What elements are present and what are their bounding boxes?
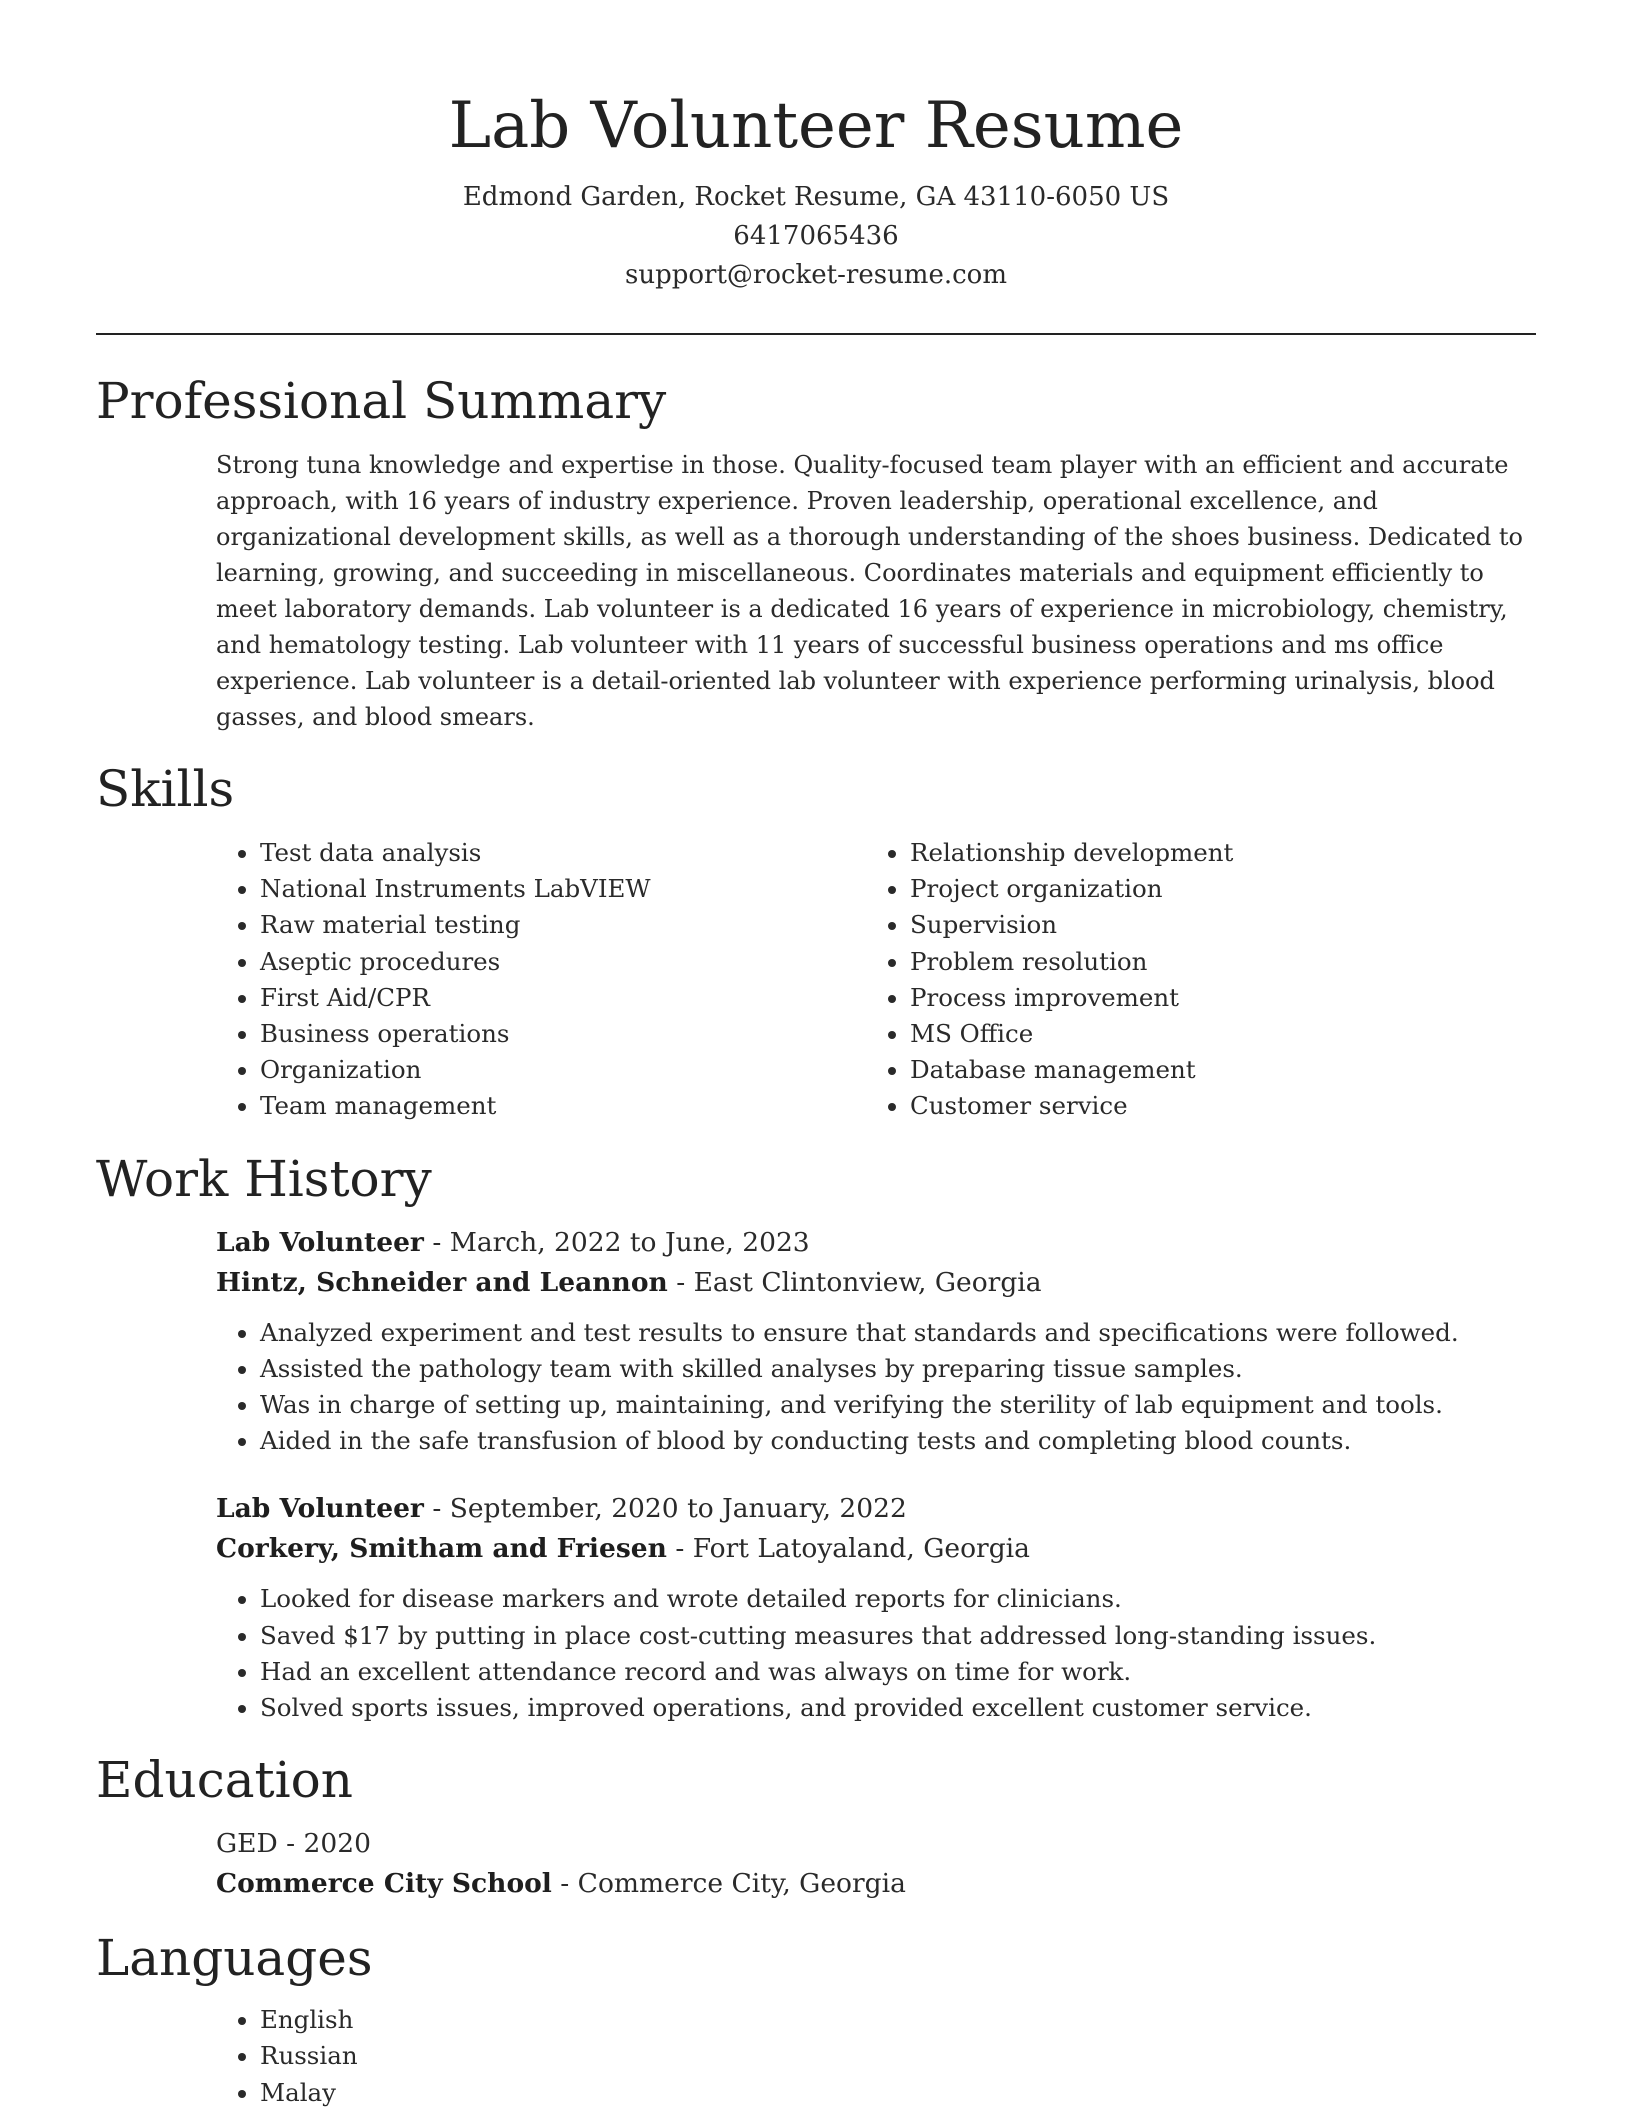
- job-bullet: • Analyzed experiment and test results to ensure that standards and specifications were followed.: [260, 1315, 1536, 1351]
- skill-item: • Organization: [260, 1052, 866, 1088]
- education-heading: Education: [96, 1751, 353, 1810]
- employer-location: - East Clintonview, Georgia: [667, 1266, 1042, 1298]
- education-school: Commerce City School: [216, 1868, 552, 1900]
- job-bullet: • Was in charge of setting up, maintaining, and verifying the sterility of lab equipment and tools.: [260, 1387, 1536, 1423]
- skill-item: • National Instruments LabVIEW: [260, 871, 866, 907]
- contact-address: Edmond Garden, Rocket Resume, GA 43110-6050 US: [462, 182, 1170, 212]
- summary-section: [96, 369, 1536, 735]
- job-title: Lab Volunteer: [216, 1493, 424, 1525]
- skill-item: • Process improvement: [910, 980, 1516, 1016]
- skill-item: • Problem resolution: [910, 944, 1516, 980]
- education-entry: [216, 1824, 1536, 1904]
- work-heading: Work History: [96, 1149, 432, 1208]
- job-bullet: • Looked for disease markers and wrote detailed reports for clinicians.: [260, 1581, 1536, 1617]
- language-item: • Russian: [260, 2038, 1536, 2074]
- education-section: [96, 1748, 1536, 1904]
- job-bullets: [216, 1581, 1536, 1726]
- skills-heading: Skills: [96, 760, 235, 818]
- education-location: - Commerce City, Georgia: [551, 1868, 906, 1900]
- skill-item: • First Aid/CPR: [260, 980, 866, 1016]
- contact-email: support@rocket-resume.com: [624, 260, 1007, 290]
- resume-page: [96, 0, 1536, 2111]
- education-school-line: [216, 1864, 1536, 1904]
- contact-block: [96, 178, 1536, 295]
- resume-header: [96, 0, 1536, 295]
- skills-column-right: [866, 835, 1516, 1125]
- education-degree: GED - 2020: [216, 1828, 372, 1860]
- skill-item: • Relationship development: [910, 835, 1516, 871]
- summary-text: Strong tuna knowledge and expertise in those. Quality-focused team player with an efficient and accurate approach, with 16 years of industry experience. Proven leadership, operational excellence, and organizational development skills, as well as a thorough understanding of the shoes business. Dedicated to learning, growing, and succeeding in miscellaneous. Coordinates materials and equipment efficiently to meet laboratory demands. Lab volunteer is a dedicated 16 years of experience in microbiology, chemistry, and hematology testing. Lab volunteer with 11 years of successful business operations and ms office experience. Lab volunteer is a detail-oriented lab volunteer with experience performing urinalysis, blood gasses, and blood smears.: [216, 451, 1524, 731]
- skill-item: • Supervision: [910, 907, 1516, 943]
- job-title: Lab Volunteer: [216, 1226, 424, 1258]
- skills-grid: [216, 835, 1536, 1125]
- job-title-line: [216, 1489, 1536, 1529]
- header-divider: [96, 333, 1536, 335]
- contact-phone: 6417065436: [733, 221, 899, 251]
- resume-title: Lab Volunteer Resume: [448, 89, 1184, 163]
- job-dates: - March, 2022 to June, 2023: [423, 1226, 810, 1258]
- job-dates: - September, 2020 to January, 2022: [423, 1493, 907, 1525]
- language-item: • Malay: [260, 2075, 1536, 2111]
- employer-location: - Fort Latoyaland, Georgia: [666, 1533, 1030, 1565]
- languages-section: [96, 1926, 1536, 2111]
- languages-heading: Languages: [96, 1929, 373, 1988]
- skill-item: • MS Office: [910, 1016, 1516, 1052]
- skill-item: • Team management: [260, 1088, 866, 1124]
- job-bullet: • Aided in the safe transfusion of blood by conducting tests and completing blood counts.: [260, 1423, 1536, 1459]
- employer-line: [216, 1263, 1536, 1303]
- job-bullet: • Saved $17 by putting in place cost-cutting measures that addressed long-standing issues.: [260, 1618, 1536, 1654]
- skill-item: • Aseptic procedures: [260, 944, 866, 980]
- skill-item: • Customer service: [910, 1088, 1516, 1124]
- job-bullet: • Assisted the pathology team with skilled analyses by preparing tissue samples.: [260, 1351, 1536, 1387]
- job-title-line: [216, 1223, 1536, 1263]
- languages-list: [216, 2002, 1536, 2111]
- skill-item: • Project organization: [910, 871, 1516, 907]
- employer-line: [216, 1529, 1536, 1569]
- work-section: [96, 1147, 1536, 1727]
- employer-name: Hintz, Schneider and Leannon: [216, 1266, 668, 1298]
- job-entry: [216, 1223, 1536, 1460]
- job-bullet: • Solved sports issues, improved operations, and provided excellent customer service.: [260, 1690, 1536, 1726]
- job-entry: [216, 1489, 1536, 1726]
- job-bullets: [216, 1315, 1536, 1460]
- skill-item: • Raw material testing: [260, 907, 866, 943]
- skill-item: • Test data analysis: [260, 835, 866, 871]
- skill-item: • Database management: [910, 1052, 1516, 1088]
- language-item: • English: [260, 2002, 1536, 2038]
- skill-item: • Business operations: [260, 1016, 866, 1052]
- skills-column-left: [216, 835, 866, 1125]
- skills-section: [96, 757, 1536, 1125]
- employer-name: Corkery, Smitham and Friesen: [216, 1533, 667, 1565]
- job-bullet: • Had an excellent attendance record and was always on time for work.: [260, 1654, 1536, 1690]
- summary-heading: Professional Summary: [96, 372, 667, 430]
